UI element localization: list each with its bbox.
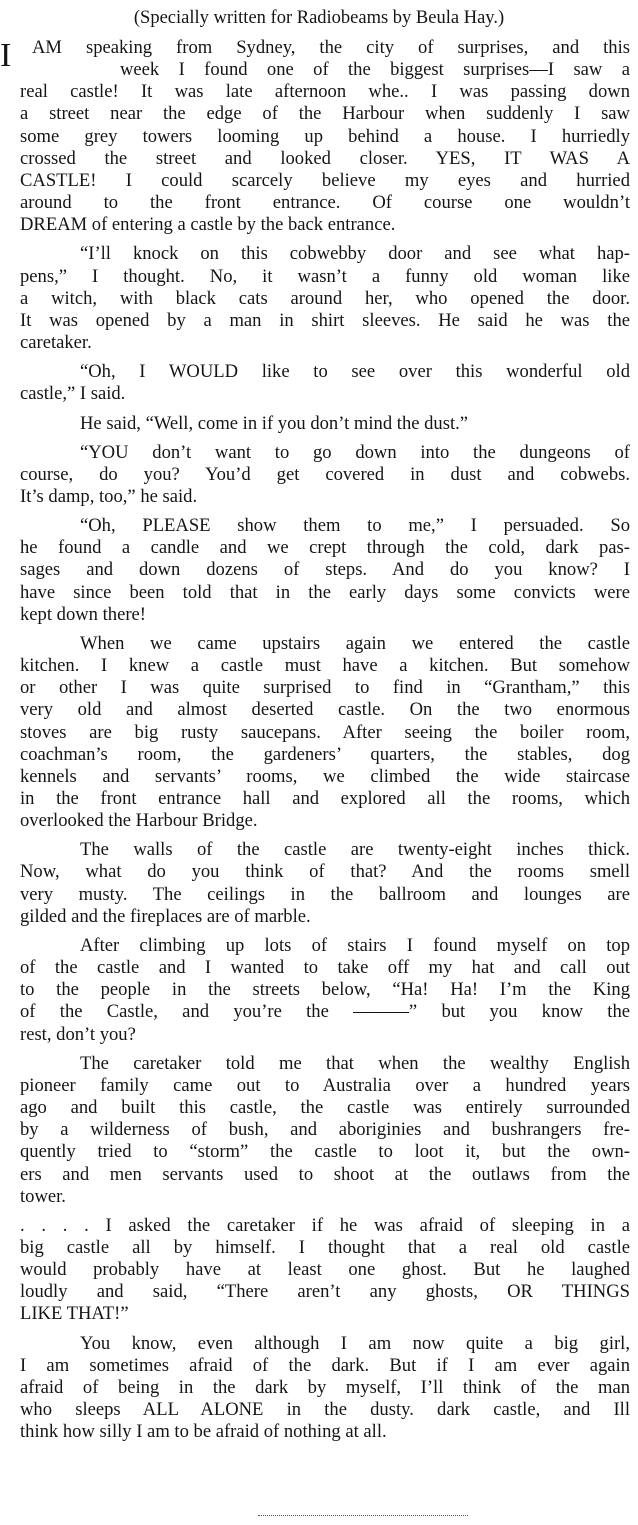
text-line: When we came upstairs again we entered the castle [80, 632, 630, 654]
text-line: ago and built this castle, the castle was entirely surrounded [20, 1097, 630, 1119]
text-line: sages and down dozens of steps. And do you know? I [20, 559, 630, 581]
text-line: course, do you? You’d get covered in dust and cobwebs. [20, 463, 630, 485]
text-line: of the Castle, and you’re the ———” but you know the [20, 1001, 630, 1023]
text-line: After climbing up lots of stairs I found myself on top [80, 934, 630, 956]
text-line: gilded and the fireplaces are of marble. [20, 905, 311, 927]
text-line: would probably have at least one ghost. But he laughed [20, 1259, 630, 1281]
drop-cap: I [0, 37, 12, 74]
text-line: “I’ll knock on this cobwebby door and see what hap- [80, 243, 630, 265]
paragraph-9 [20, 935, 630, 1046]
text-line: caretaker. [20, 332, 92, 354]
text-line: he found a candle and we crept through the cold, dark pas- [20, 537, 630, 559]
text-line: pioneer family came out to Australia over a hundred years [20, 1074, 630, 1096]
text-line: big castle all by himself. I thought that a real old castle [20, 1236, 630, 1258]
paragraph-11 [20, 1215, 630, 1326]
text-line: a witch, with black cats around her, who opened the door. [20, 287, 630, 309]
text-line: crossed the street and looked closer. YES, IT WAS A [20, 147, 630, 169]
text-line: overlooked the Harbour Bridge. [20, 810, 258, 832]
text-line: stoves are big rusty saucepans. After seeing the boiler room, [20, 721, 630, 743]
text-line: kennels and servants’ rooms, we climbed the wide staircase [20, 765, 630, 787]
text-line: of the castle and I wanted to take off my hat and call out [20, 957, 630, 979]
text-line: CASTLE! I could scarcely believe my eyes and hurried [20, 169, 630, 191]
paragraph-2 [20, 243, 630, 354]
text-line: . . . . I asked the caretaker if he was afraid of sleeping in a [20, 1214, 630, 1236]
text-line: Now, what do you think of that? And the rooms smell [20, 861, 630, 883]
paragraph-5 [20, 442, 630, 508]
text-line: loudly and said, “There aren’t any ghosts, OR THINGS [20, 1281, 630, 1303]
text-line: some grey towers looming up behind a house. I hurriedly [20, 125, 630, 147]
text-line: I am sometimes afraid of the dark. But if I am ever again [20, 1354, 630, 1376]
text-line: “YOU don’t want to go down into the dungeons of [80, 441, 630, 463]
text-line: very old and almost deserted castle. On the two enormous [20, 699, 630, 721]
text-line: week I found one of the biggest surprises—I saw a [120, 59, 630, 81]
text-line: kept down there! [20, 603, 146, 625]
text-line: to the people in the streets below, “Ha! Ha! I’m the King [20, 979, 630, 1001]
text-line: kitchen. I knew a castle must have a kitchen. But somehow [20, 655, 630, 677]
text-line: He said, “Well, come in if you don’t mind the dust.” [80, 412, 469, 434]
text-line: around to the front entrance. Of course one wouldn’t [20, 192, 630, 214]
bottom-divider [258, 1515, 468, 1516]
text-line: have since been told that in the early days some convicts were [20, 581, 630, 603]
text-line: The caretaker told me that when the wealthy English [80, 1052, 630, 1074]
text-line: afraid of being in the dark by myself, I’ll think of the man [20, 1376, 630, 1398]
text-line: It’s damp, too,” he said. [20, 485, 198, 507]
text-line: rest, don’t you? [20, 1023, 136, 1045]
paragraph-8 [20, 839, 630, 928]
text-line: LIKE THAT!” [20, 1303, 129, 1325]
text-line: quently tried to “storm” the castle to loot it, but the own- [20, 1141, 630, 1163]
text-line: very musty. The ceilings in the ballroom and lounges are [20, 883, 630, 905]
paragraph-4 [20, 413, 630, 435]
text-line: by a wilderness of bush, and aboriginies and bushrangers fre- [20, 1119, 630, 1141]
text-line: The walls of the castle are twenty-eight inches thick. [80, 839, 630, 861]
text-line: a street near the edge of the Harbour when suddenly I saw [20, 103, 630, 125]
paragraph-1 [0, 37, 630, 236]
text-line: AM speaking from Sydney, the city of surprises, and this [32, 37, 630, 58]
text-line: “Oh, PLEASE show them to me,” I persuaded. So [80, 515, 630, 537]
text-line: “Oh, I WOULD like to see over this wonderful old [80, 361, 630, 383]
paragraph-3 [20, 361, 630, 405]
paragraph-7 [20, 633, 630, 832]
article-body [0, 37, 630, 1443]
text-line: It was opened by a man in shirt sleeves. He said he was the [20, 309, 630, 331]
byline: (Specially written for Radiobeams by Beula Hay.) [133, 8, 505, 28]
text-line: castle,” I said. [20, 383, 126, 405]
text-line: who sleeps ALL ALONE in the dusty. dark castle, and Ill [20, 1399, 630, 1421]
text-line: tower. [20, 1185, 66, 1207]
text-line: You know, even although I am now quite a big girl, [80, 1332, 630, 1354]
text-line: think how silly I am to be afraid of nothing at all. [20, 1421, 387, 1443]
paragraph-10 [20, 1053, 630, 1208]
text-line: ers and men servants used to shoot at the outlaws from the [20, 1163, 630, 1185]
paragraph-12 [20, 1333, 630, 1444]
text-line: in the front entrance hall and explored all the rooms, which [20, 788, 630, 809]
text-line: or other I was quite surprised to find in “Grantham,” this [20, 677, 630, 699]
text-line: real castle! It was late afternoon whe.. I was passing down [20, 81, 630, 103]
text-line: DREAM of entering a castle by the back entrance. [20, 214, 396, 236]
text-line: coachman’s room, the gardeners’ quarters, the stables, dog [20, 743, 630, 765]
paragraph-6 [20, 515, 630, 626]
text-line: pens,” I thought. No, it wasn’t a funny old woman like [20, 265, 630, 287]
